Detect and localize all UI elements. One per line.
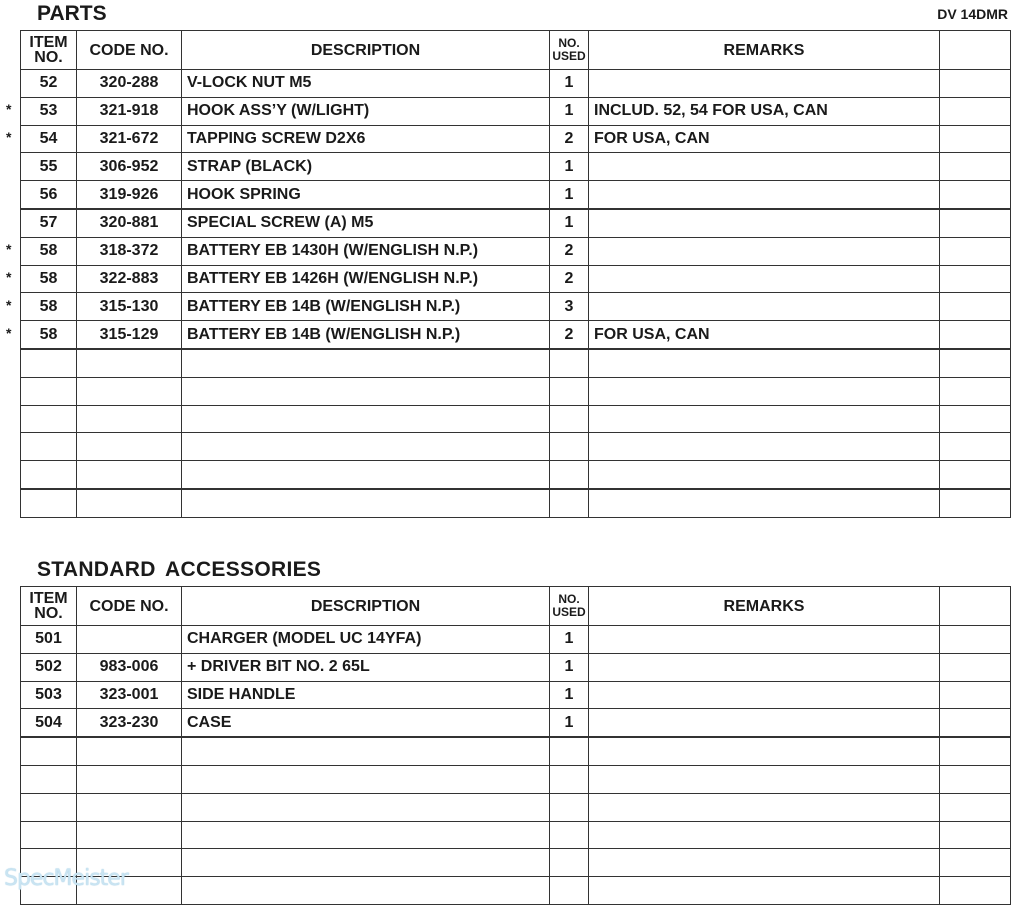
table-row xyxy=(21,709,1011,737)
item-no-header: ITEM NO. xyxy=(21,31,77,70)
cell-remarks xyxy=(589,626,940,654)
cell-extra xyxy=(940,293,1011,321)
cell-used: 1 xyxy=(550,153,589,181)
cell-remarks xyxy=(589,461,940,489)
cell-used: 1 xyxy=(550,653,589,681)
cell-extra xyxy=(940,377,1011,405)
cell-item: 52 xyxy=(21,70,77,98)
cell-used xyxy=(550,377,589,405)
cell-remarks: FOR USA, CAN xyxy=(589,321,940,349)
cell-item xyxy=(21,793,77,821)
cell-used xyxy=(550,849,589,877)
cell-extra xyxy=(940,709,1011,737)
cell-extra xyxy=(940,433,1011,461)
cell-used: 1 xyxy=(550,209,589,237)
cell-code xyxy=(77,433,182,461)
cell-code xyxy=(77,405,182,433)
table-row xyxy=(21,209,1011,237)
cell-extra xyxy=(940,181,1011,209)
cell-extra xyxy=(940,237,1011,265)
cell-item xyxy=(21,377,77,405)
table-row xyxy=(21,70,1011,98)
cell-extra xyxy=(940,737,1011,765)
cell-item: 58 xyxy=(21,321,77,349)
cell-used xyxy=(550,405,589,433)
cell-remarks xyxy=(589,737,940,765)
cell-item: 501 xyxy=(21,626,77,654)
cell-extra xyxy=(940,321,1011,349)
empty-row xyxy=(21,849,1011,877)
cell-used xyxy=(550,737,589,765)
cell-used: 2 xyxy=(550,125,589,153)
cell-code xyxy=(77,377,182,405)
cell-extra xyxy=(940,765,1011,793)
cell-remarks xyxy=(589,433,940,461)
page-title: PARTS xyxy=(37,2,107,25)
cell-used: 1 xyxy=(550,626,589,654)
empty-row xyxy=(21,349,1011,377)
cell-code: 318-372 xyxy=(77,237,182,265)
cell-description: SPECIAL SCREW (A) M5 xyxy=(182,209,550,237)
cell-description: CASE xyxy=(182,709,550,737)
cell-code xyxy=(77,765,182,793)
table-row xyxy=(21,153,1011,181)
cell-description: BATTERY EB 14B (W/ENGLISH N.P.) xyxy=(182,321,550,349)
cell-code: 319-926 xyxy=(77,181,182,209)
cell-item xyxy=(21,765,77,793)
cell-code: 322-883 xyxy=(77,265,182,293)
cell-used: 1 xyxy=(550,97,589,125)
cell-item xyxy=(21,489,77,517)
cell-description xyxy=(182,737,550,765)
cell-description xyxy=(182,349,550,377)
parts-table xyxy=(20,30,1011,518)
model-number: DV 14DMR xyxy=(937,6,1008,22)
cell-used: 1 xyxy=(550,709,589,737)
cell-used: 1 xyxy=(550,70,589,98)
cell-extra xyxy=(940,681,1011,709)
cell-used: 2 xyxy=(550,265,589,293)
cell-description: SIDE HANDLE xyxy=(182,681,550,709)
table-row xyxy=(21,653,1011,681)
accessories-title: STANDARD ACCESSORIES xyxy=(37,558,322,581)
cell-used xyxy=(550,765,589,793)
cell-description xyxy=(182,405,550,433)
cell-used xyxy=(550,793,589,821)
revision-marker: * xyxy=(6,296,12,313)
cell-code: 315-129 xyxy=(77,321,182,349)
cell-remarks xyxy=(589,153,940,181)
cell-description: + DRIVER BIT NO. 2 65L xyxy=(182,653,550,681)
description-header: DESCRIPTION xyxy=(182,587,550,626)
revision-marker: * xyxy=(6,129,12,146)
cell-code: 323-230 xyxy=(77,709,182,737)
cell-code xyxy=(77,349,182,377)
cell-item: 503 xyxy=(21,681,77,709)
cell-code xyxy=(77,461,182,489)
cell-remarks xyxy=(589,681,940,709)
cell-item xyxy=(21,433,77,461)
cell-item: 58 xyxy=(21,293,77,321)
cell-used xyxy=(550,821,589,849)
cell-remarks xyxy=(589,653,940,681)
cell-item xyxy=(21,821,77,849)
cell-extra xyxy=(940,821,1011,849)
cell-item: 57 xyxy=(21,209,77,237)
cell-used: 2 xyxy=(550,321,589,349)
table-row xyxy=(21,321,1011,349)
cell-code xyxy=(77,793,182,821)
accessories-header-row xyxy=(21,587,1011,626)
cell-used: 2 xyxy=(550,237,589,265)
cell-description xyxy=(182,849,550,877)
cell-remarks xyxy=(589,377,940,405)
cell-remarks xyxy=(589,237,940,265)
empty-row xyxy=(21,737,1011,765)
cell-code: 320-881 xyxy=(77,209,182,237)
cell-extra xyxy=(940,405,1011,433)
item-no-header: ITEM NO. xyxy=(21,587,77,626)
cell-description: HOOK SPRING xyxy=(182,181,550,209)
cell-description xyxy=(182,433,550,461)
cell-description: HOOK ASS’Y (W/LIGHT) xyxy=(182,97,550,125)
cell-extra xyxy=(940,265,1011,293)
cell-extra xyxy=(940,125,1011,153)
table-row xyxy=(21,125,1011,153)
cell-description xyxy=(182,821,550,849)
cell-description: BATTERY EB 14B (W/ENGLISH N.P.) xyxy=(182,293,550,321)
cell-code: 320-288 xyxy=(77,70,182,98)
empty-row xyxy=(21,765,1011,793)
remarks-header: REMARKS xyxy=(589,587,940,626)
empty-row xyxy=(21,433,1011,461)
empty-row xyxy=(21,489,1011,517)
code-no-header: CODE NO. xyxy=(77,31,182,70)
table-row xyxy=(21,681,1011,709)
cell-extra xyxy=(940,97,1011,125)
cell-item: 53 xyxy=(21,97,77,125)
cell-code xyxy=(77,626,182,654)
revision-marker: * xyxy=(6,241,12,258)
cell-description: BATTERY EB 1426H (W/ENGLISH N.P.) xyxy=(182,265,550,293)
cell-extra xyxy=(940,153,1011,181)
cell-item: 58 xyxy=(21,265,77,293)
cell-used xyxy=(550,433,589,461)
cell-item: 58 xyxy=(21,237,77,265)
cell-extra xyxy=(940,653,1011,681)
cell-description: CHARGER (MODEL UC 14YFA) xyxy=(182,626,550,654)
cell-remarks xyxy=(589,209,940,237)
empty-row xyxy=(21,821,1011,849)
cell-code xyxy=(77,821,182,849)
cell-extra xyxy=(940,793,1011,821)
empty-row xyxy=(21,377,1011,405)
cell-extra xyxy=(940,209,1011,237)
description-header: DESCRIPTION xyxy=(182,31,550,70)
empty-row xyxy=(21,405,1011,433)
cell-remarks xyxy=(589,765,940,793)
cell-code: 321-672 xyxy=(77,125,182,153)
cell-code xyxy=(77,489,182,517)
cell-extra xyxy=(940,349,1011,377)
code-no-header: CODE NO. xyxy=(77,587,182,626)
cell-item xyxy=(21,349,77,377)
cell-description xyxy=(182,461,550,489)
cell-item: 55 xyxy=(21,153,77,181)
cell-remarks xyxy=(589,849,940,877)
table-row xyxy=(21,265,1011,293)
cell-item: 54 xyxy=(21,125,77,153)
cell-description xyxy=(182,793,550,821)
cell-code: 306-952 xyxy=(77,153,182,181)
empty-row xyxy=(21,793,1011,821)
cell-remarks xyxy=(589,265,940,293)
cell-remarks: INCLUD. 52, 54 FOR USA, CAN xyxy=(589,97,940,125)
cell-remarks: FOR USA, CAN xyxy=(589,125,940,153)
cell-used: 1 xyxy=(550,681,589,709)
cell-extra xyxy=(940,849,1011,877)
revision-marker: * xyxy=(6,101,12,118)
cell-item: 504 xyxy=(21,709,77,737)
extra-header xyxy=(940,587,1011,626)
cell-remarks xyxy=(589,349,940,377)
cell-item: 56 xyxy=(21,181,77,209)
cell-item: 502 xyxy=(21,653,77,681)
cell-code: 315-130 xyxy=(77,293,182,321)
cell-used xyxy=(550,489,589,517)
cell-used xyxy=(550,877,589,905)
cell-item xyxy=(21,461,77,489)
empty-row xyxy=(21,877,1011,905)
table-row xyxy=(21,97,1011,125)
cell-used xyxy=(550,349,589,377)
cell-extra xyxy=(940,461,1011,489)
cell-used: 3 xyxy=(550,293,589,321)
cell-description: BATTERY EB 1430H (W/ENGLISH N.P.) xyxy=(182,237,550,265)
cell-code xyxy=(77,737,182,765)
cell-item xyxy=(21,405,77,433)
cell-extra xyxy=(940,626,1011,654)
cell-extra xyxy=(940,489,1011,517)
cell-description xyxy=(182,877,550,905)
cell-remarks xyxy=(589,181,940,209)
table-row xyxy=(21,181,1011,209)
cell-code: 323-001 xyxy=(77,681,182,709)
no-used-header: NO. USED xyxy=(550,587,589,626)
table-row xyxy=(21,626,1011,654)
empty-row xyxy=(21,461,1011,489)
accessories-table xyxy=(20,586,1011,905)
cell-extra xyxy=(940,70,1011,98)
cell-item xyxy=(21,737,77,765)
cell-code: 983-006 xyxy=(77,653,182,681)
cell-description: TAPPING SCREW D2X6 xyxy=(182,125,550,153)
cell-remarks xyxy=(589,405,940,433)
cell-description xyxy=(182,489,550,517)
cell-remarks xyxy=(589,877,940,905)
cell-description xyxy=(182,377,550,405)
cell-used: 1 xyxy=(550,181,589,209)
cell-code: 321-918 xyxy=(77,97,182,125)
table-row xyxy=(21,237,1011,265)
no-used-header: NO. USED xyxy=(550,31,589,70)
cell-remarks xyxy=(589,293,940,321)
cell-remarks xyxy=(589,709,940,737)
cell-remarks xyxy=(589,793,940,821)
remarks-header: REMARKS xyxy=(589,31,940,70)
cell-remarks xyxy=(589,489,940,517)
cell-used xyxy=(550,461,589,489)
cell-extra xyxy=(940,877,1011,905)
cell-remarks xyxy=(589,821,940,849)
cell-description xyxy=(182,765,550,793)
watermark-logo: SpecMeister xyxy=(4,866,128,891)
parts-header-row xyxy=(21,31,1011,70)
cell-description: V-LOCK NUT M5 xyxy=(182,70,550,98)
cell-remarks xyxy=(589,70,940,98)
revision-marker: * xyxy=(6,269,12,286)
table-row xyxy=(21,293,1011,321)
revision-marker: * xyxy=(6,324,12,341)
extra-header xyxy=(940,31,1011,70)
cell-description: STRAP (BLACK) xyxy=(182,153,550,181)
